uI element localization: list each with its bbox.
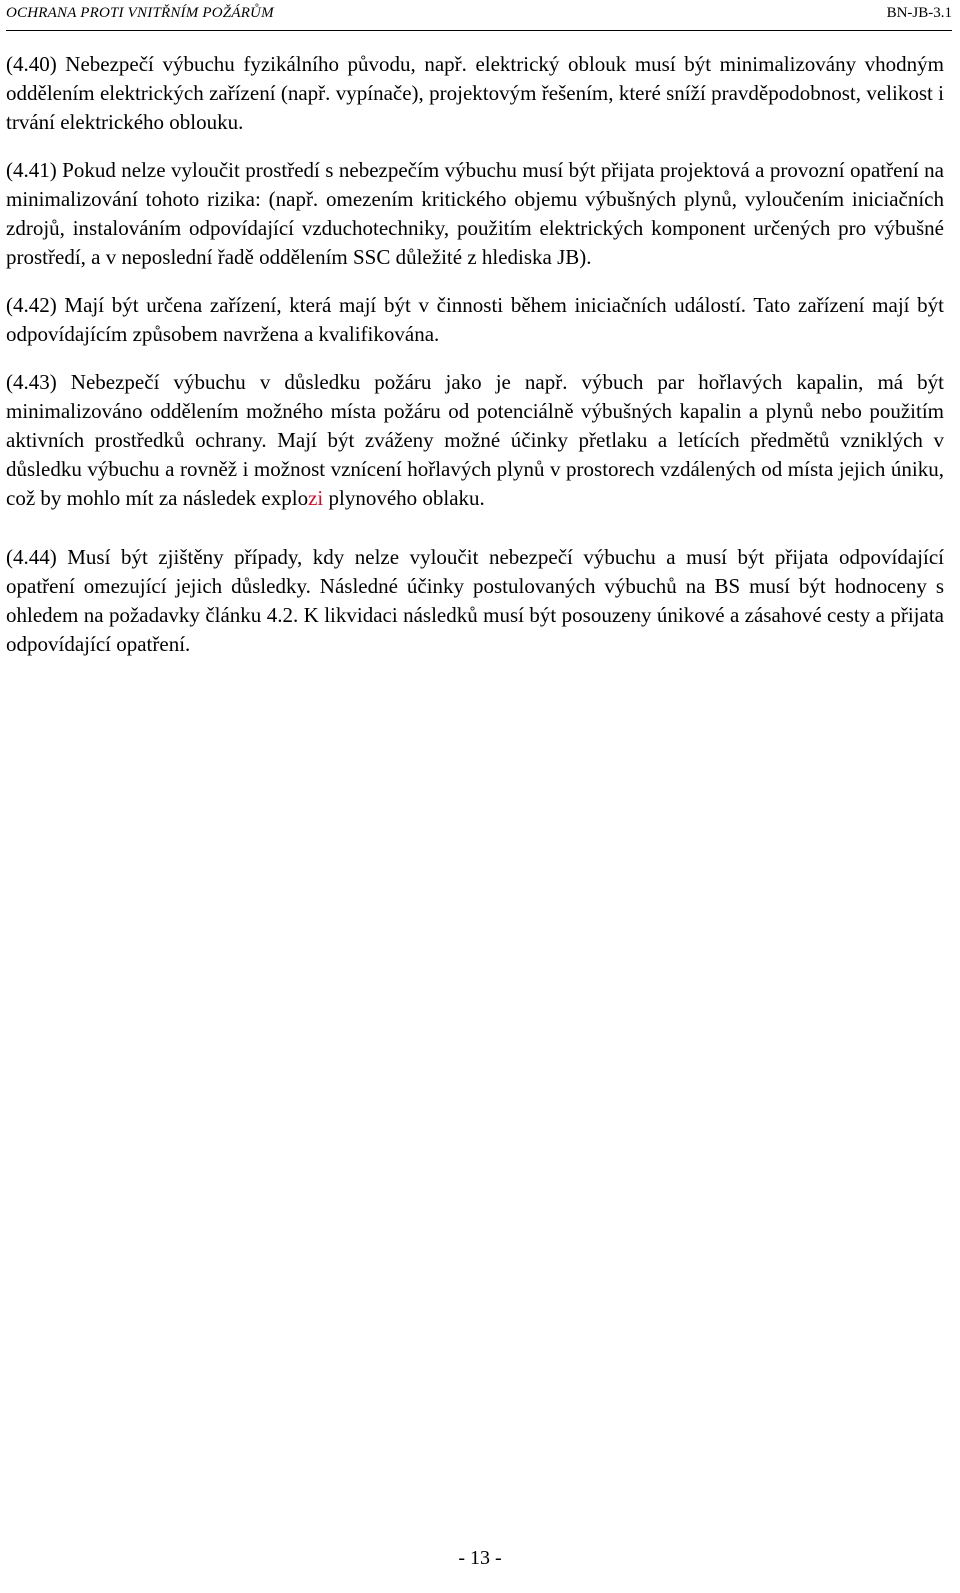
paragraph-4-44: (4.44) Musí být zjištěny případy, kdy nelze vyloučit nebezpečí výbuchu a musí být přijata odpovídající opatření omezující jejich důsledky. Následné účinky postulovaných výbuchů na BS musí být hodnoceny s ohledem na požadavky článku 4.2. K likvidaci následků musí být posouzeny únikové a zásahové cesty a přijata odpovídající opatření.	[6, 545, 944, 656]
paragraph-4-43-highlight: zi	[308, 486, 324, 510]
paragraph-4-41: (4.41) Pokud nelze vyloučit prostředí s nebezpečím výbuchu musí být přijata projektová a provozní opatření na minimalizování tohoto rizika: (např. omezením kritického objemu výbušných plynů, vyloučením iniciačních zdrojů, instalováním odpovídající vzduchotechniky, použitím elektrických komponent určených pro výbušné prostředí, a v neposlední řadě oddělením SSC důležité z hlediska JB).	[6, 158, 944, 269]
paragraph-4-42: (4.42) Mají být určena zařízení, která mají být v činnosti během iniciačních událostí. Tato zařízení mají být odpovídajícím způsobem navržena a kvalifikována.	[6, 293, 944, 346]
document-code: BN-JB-3.1	[886, 5, 952, 21]
document-title: OCHRANA PROTI VNITŘNÍM POŽÁRŮM	[6, 5, 274, 21]
page-header	[6, 0, 952, 31]
paragraph-4-43-text-end: plynového oblaku.	[323, 486, 485, 510]
page-number: - 13 -	[458, 1547, 502, 1569]
paragraph-4-40: (4.40) Nebezpečí výbuchu fyzikálního původu, např. elektrický oblouk musí být minimalizovány vhodným oddělením elektrických zařízení (např. vypínače), projektovým řešením, které sníží pravděpodobnost, velikost i trvání elektrického oblouku.	[6, 52, 944, 134]
paragraph-4-43	[6, 368, 944, 513]
paragraph-4-43-text: (4.43) Nebezpečí výbuchu v důsledku požáru jako je např. výbuch par hořlavých kapalin, má být minimalizováno oddělením možného místa požáru od potenciálně výbušných kapalin a plynů nebo použitím aktivních prostředků ochrany. Mají být zváženy možné účinky přetlaku a letících předmětů vzniklých v důsledku výbuchu a rovněž i možnost vznícení hořlavých plynů v prostorech vzdálených od místa jejich úniku, což by mohlo mít za následek explo	[6, 370, 944, 510]
document-body	[6, 50, 944, 678]
